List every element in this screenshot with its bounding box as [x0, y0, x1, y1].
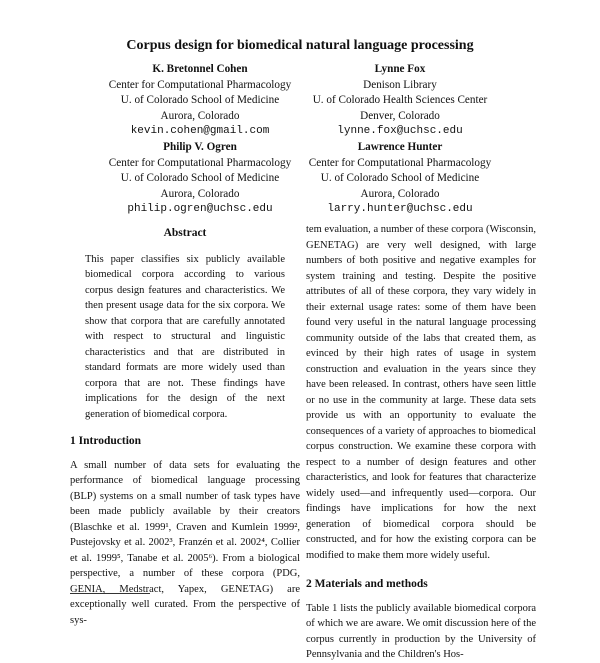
author-name: Lawrence Hunter	[357, 141, 443, 153]
abstract-text: This paper classifies six publicly available biomedical corpora according to various corpus design features and characteristics. We then present usage data for the six corpora. We show that corpora that are carefully annotated with respect to structural and linguistic characteristics and that are distributed in standard formats are more widely used than corpora that are not. These findings have implications for the design of the next generation of biomedical corpora.	[85, 253, 285, 420]
author-block-ogren	[85, 140, 315, 218]
author-affiliation: U. of Colorado Health Sciences Center	[312, 94, 488, 106]
author-email[interactable]: lynne.fox@uchsc.edu	[337, 125, 463, 137]
author-block-hunter	[285, 140, 515, 218]
abstract-heading: Abstract	[163, 227, 207, 239]
author-affiliation: U. of Colorado School of Medicine	[320, 172, 480, 184]
author-location: Aurora, Colorado	[160, 187, 240, 200]
footnote-rule	[70, 593, 150, 594]
author-affiliation: Denison Library	[363, 78, 437, 91]
author-name: Lynne Fox	[374, 63, 426, 75]
author-email[interactable]: kevin.cohen@gmail.com	[130, 125, 270, 137]
author-block-fox	[285, 62, 515, 140]
section-heading-introduction: 1 Introduction	[70, 435, 142, 447]
author-name: K. Bretonnel Cohen	[152, 63, 248, 75]
author-affiliation: Center for Computational Pharmacology	[308, 156, 492, 169]
author-affiliation: U. of Colorado School of Medicine	[120, 172, 280, 184]
author-email[interactable]: larry.hunter@uchsc.edu	[327, 203, 473, 215]
right-column	[306, 222, 536, 663]
author-location: Denver, Colorado	[360, 109, 440, 122]
author-name: Philip V. Ogren	[163, 141, 237, 153]
body-paragraph: tem evaluation, a number of these corpora (Wisconsin, GENETAG) are very well designed, with large numbers of both positive and negative examples for system training and testing. Despite the positive attributes of all of these corpora, they vary widely in their external usage rates: some of them have been found very useful in the natural language processing community outside of the labs that created them, as evinced by their high rates of usage in system construction and evaluation in the years since they have been released. In contrast, others have seen little or no use in the community at large. These data sets provide us with an opportunity to evaluate the consequences of a variety of approaches to biomedical corpus construction. We examine these corpora with respect to a number of design features and other characteristics, and look for features that characterize widely used—and infrequently used—corpora. Our findings have implications for how the next generation of biomedical corpora should be constructed, and for how the existing corpora can be modified to make them more widely useful.	[306, 224, 536, 561]
author-location: Aurora, Colorado	[160, 109, 240, 122]
section-heading-materials-methods: 2 Materials and methods	[306, 578, 428, 590]
author-affiliation: Center for Computational Pharmacology	[108, 156, 292, 169]
author-email[interactable]: philip.ogren@uchsc.edu	[127, 203, 273, 215]
author-location: Aurora, Colorado	[360, 187, 440, 200]
introduction-text: A small number of data sets for evaluating the performance of biomedical language processing (BLP) systems on a small number of task types have been made publicly available by their creators (Blaschke et al. 1999¹, Craven and Kumlein 1999², Pustejovsky et al. 2002³, Franzén et al. 2002⁴, Collier et al. 1999⁵, Tanabe et al. 2005⁶). From a biological perspective, a number of these corpora (PDG, GENIA, Medstract, Yapex, GENETAG) are exceptionally well curated. From the perspective of sys-	[70, 459, 300, 626]
author-affiliation: Center for Computational Pharmacology	[108, 78, 292, 91]
paper-title: Corpus design for biomedical natural language processing	[126, 38, 474, 53]
author-block-cohen	[85, 62, 315, 140]
materials-methods-text: Table 1 lists the publicly available biomedical corpora of which we are aware. We omit discussion here of the corpus currently in production by the University of Pennsylvania and the Children's Hos-	[306, 602, 536, 660]
author-affiliation: U. of Colorado School of Medicine	[120, 94, 280, 106]
left-column	[70, 226, 300, 628]
